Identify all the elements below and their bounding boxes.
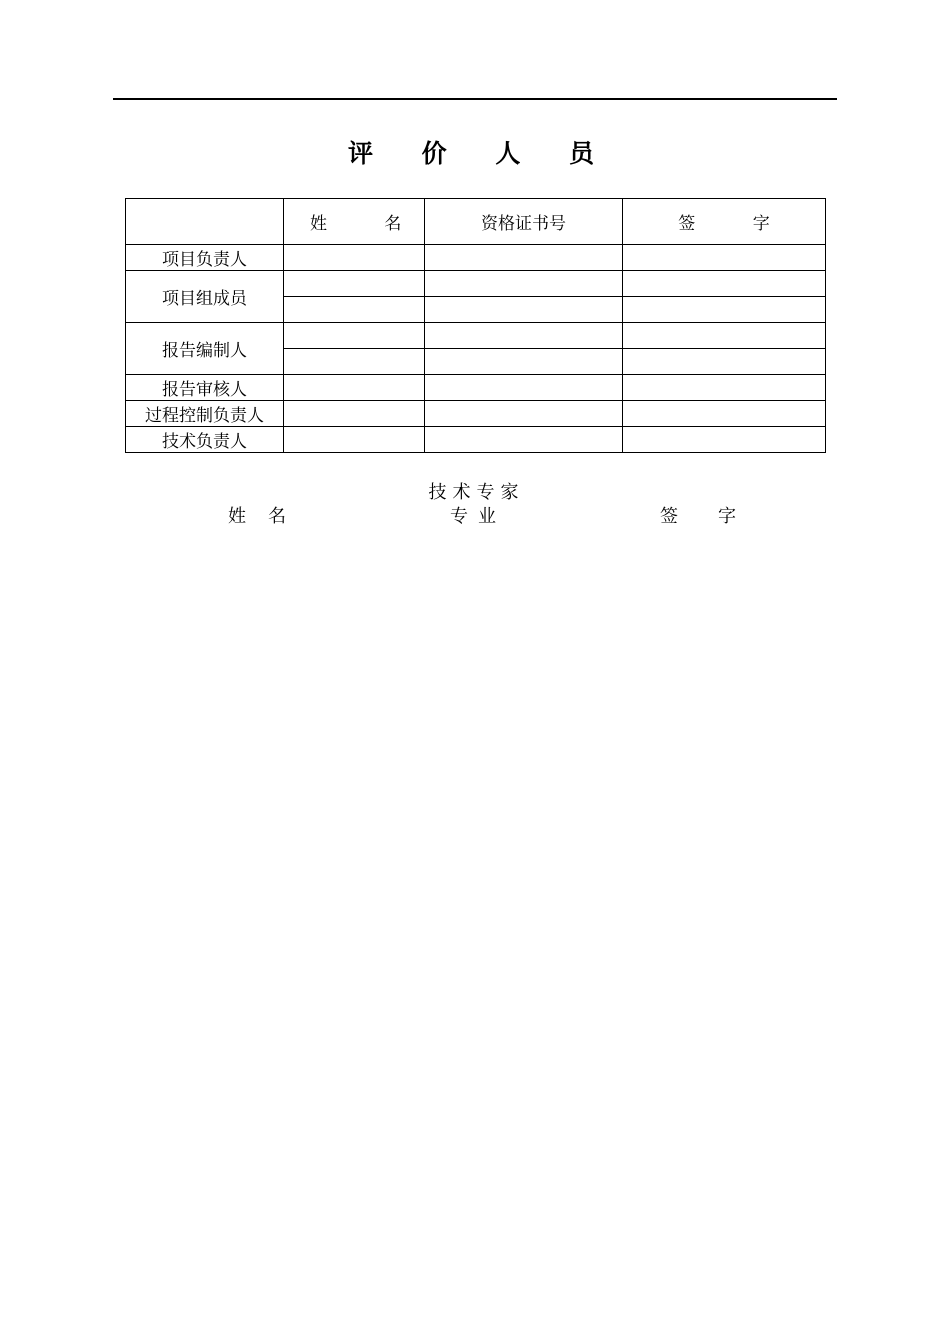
table-row	[126, 245, 826, 271]
cert-cell	[425, 349, 623, 375]
signature-cell	[623, 427, 826, 453]
header-cert-no: 资格证书号	[425, 199, 623, 245]
table-row	[126, 323, 826, 349]
signature-cell	[623, 349, 826, 375]
header-signature: 签 字	[623, 199, 826, 245]
name-cell	[284, 245, 425, 271]
cert-cell	[425, 271, 623, 297]
signature-cell	[623, 271, 826, 297]
role-project-members: 项目组成员	[126, 271, 284, 323]
signature-cell	[623, 401, 826, 427]
cert-cell	[425, 323, 623, 349]
signature-cell	[623, 323, 826, 349]
experts-col-name: 姓名	[228, 506, 308, 527]
cert-cell	[425, 401, 623, 427]
cert-cell	[425, 245, 623, 271]
table-row	[126, 427, 826, 453]
top-rule	[113, 98, 837, 100]
role-report-reviewer: 报告审核人	[126, 375, 284, 401]
experts-heading: 技术专家	[428, 482, 525, 503]
cert-cell	[425, 375, 623, 401]
name-cell	[284, 297, 425, 323]
name-cell	[284, 271, 425, 297]
signature-cell	[623, 245, 826, 271]
name-cell	[284, 401, 425, 427]
name-cell	[284, 349, 425, 375]
role-project-lead: 项目负责人	[126, 245, 284, 271]
name-cell	[284, 375, 425, 401]
header-empty-cell	[126, 199, 284, 245]
table-header-row	[126, 199, 826, 245]
role-process-control-lead: 过程控制负责人	[126, 401, 284, 427]
header-name: 姓 名	[284, 199, 425, 245]
table-row	[126, 401, 826, 427]
table-row	[126, 375, 826, 401]
cert-cell	[425, 427, 623, 453]
role-technical-lead: 技术负责人	[126, 427, 284, 453]
name-cell	[284, 427, 425, 453]
page-title: 评 价 人 员	[347, 139, 615, 168]
evaluators-table	[125, 198, 826, 453]
experts-col-major: 专业	[450, 506, 506, 527]
signature-cell	[623, 375, 826, 401]
cert-cell	[425, 297, 623, 323]
name-cell	[284, 323, 425, 349]
table-row	[126, 271, 826, 297]
role-report-author: 报告编制人	[126, 323, 284, 375]
experts-col-signature: 签字	[660, 506, 776, 527]
signature-cell	[623, 297, 826, 323]
